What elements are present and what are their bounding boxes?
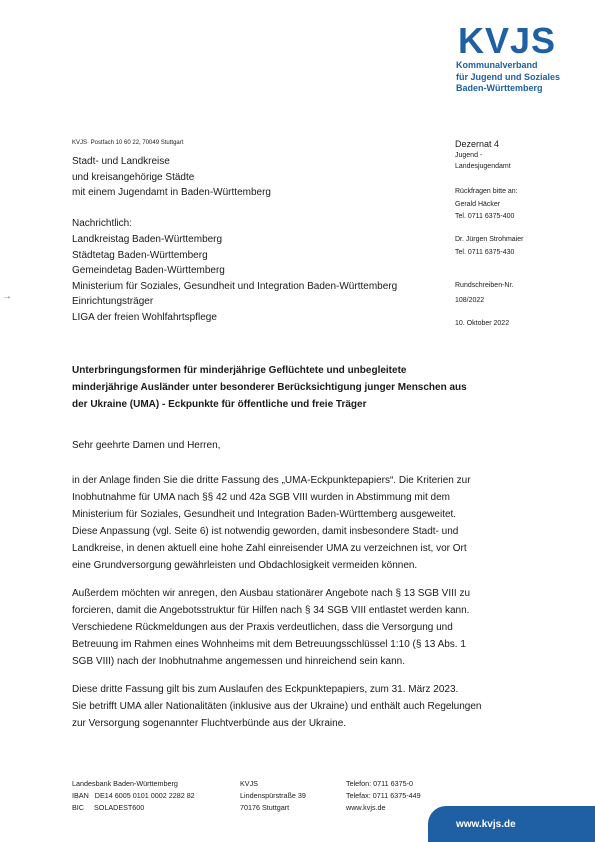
footer-phone bbox=[346, 778, 421, 814]
body-paragraph bbox=[72, 585, 532, 670]
salutation: Sehr geehrte Damen und Herren, bbox=[72, 440, 221, 451]
org-line: Kommunalverband bbox=[456, 60, 538, 70]
contact-block bbox=[455, 186, 518, 224]
paragraph-line: zur Versorgung sogenannter Fluchtverbünde aus der Ukraine. bbox=[72, 718, 347, 729]
body-paragraph bbox=[72, 681, 532, 732]
footer-line: Telefon: 0711 6375-0 bbox=[346, 779, 414, 788]
paragraph-line: Inobhutnahme für UMA nach §§ 42 und 42a SGB VIII wurden in Abstimmung mit dem bbox=[72, 492, 450, 503]
website-banner-text: www.kvjs.de bbox=[456, 819, 516, 830]
cc-line: Landkreistag Baden-Württemberg bbox=[72, 233, 223, 245]
dept-line: Landesjugendamt bbox=[455, 163, 511, 170]
paragraph-line: SGB VIII) nach der Inobhutnahme angemessen und hinreichend sein kann. bbox=[72, 656, 405, 667]
body-paragraph bbox=[72, 472, 532, 574]
contact-line: Gerald Häcker bbox=[455, 200, 501, 208]
cc-line: Städtetag Baden-Württemberg bbox=[72, 249, 208, 261]
contact-line: Tel. 0711 6375-400 bbox=[455, 213, 515, 220]
letter-date: 10. Oktober 2022 bbox=[455, 320, 510, 327]
paragraph-line: Verschiedene Rückmeldungen aus der Praxis verdeutlichen, dass die Versorgung und bbox=[72, 622, 453, 633]
recipient-line: Stadt- und Landkreise bbox=[72, 156, 170, 167]
circular-number-block bbox=[455, 278, 513, 308]
footer-line: 70176 Stuttgart bbox=[240, 803, 290, 812]
org-line: Baden-Württemberg bbox=[456, 83, 543, 93]
contact-block-2 bbox=[455, 234, 523, 259]
subject-heading: Unterbringungsformen für minderjährige Geflüchtete und unbegleitete minderjährige Ausländer unter besonderer Berücksichtigung junger Menschen aus der Ukraine (UMA) - Eckpunkte für öffentliche und freie Träger bbox=[72, 365, 467, 410]
paragraph-line: Landkreise, in denen aktuell eine hohe Zahl einreisender UMA zu verzeichnen ist, vor Ort bbox=[72, 543, 467, 554]
footer-line: BIC SOLADEST600 bbox=[72, 803, 145, 812]
footer-line: IBAN DE14 6005 0101 0002 2282 82 bbox=[72, 791, 195, 800]
paragraph-line: Ministerium für Soziales, Gesundheit und Integration Baden-Württemberg ausgeweitet. bbox=[72, 509, 457, 520]
dept-line: Dezernat 4 bbox=[455, 139, 500, 149]
footer-line: Telefax: 0711 6375-449 bbox=[346, 791, 421, 800]
footer-address bbox=[240, 778, 306, 814]
website-banner[interactable] bbox=[428, 806, 595, 842]
paragraph-line: eine Grundversorgung gewährleisten und Obdachlosigkeit vermeiden können. bbox=[72, 560, 418, 571]
paragraph-line: in der Anlage finden Sie die dritte Fassung des „UMA-Eckpunktepapiers“. Die Kriterien zur bbox=[72, 475, 471, 486]
cc-line: Gemeindetag Baden-Württemberg bbox=[72, 265, 225, 277]
fold-mark-arrow: → bbox=[2, 291, 12, 302]
footer-line: KVJS bbox=[240, 779, 258, 788]
recipient-line: und kreisangehörige Städte bbox=[72, 171, 195, 183]
cc-line: LIGA der freien Wohlfahrtspflege bbox=[72, 311, 217, 323]
paragraph-line: Außerdem möchten wir anregen, den Ausbau stationärer Angebote nach § 13 SGB VIII zu bbox=[72, 588, 471, 599]
circular-label: Rundschreiben-Nr. bbox=[455, 282, 514, 289]
cc-line: Ministerium für Soziales, Gesundheit und Integration Baden-Württemberg bbox=[72, 280, 398, 292]
org-line: für Jugend und Soziales bbox=[456, 71, 561, 82]
cc-line: Einrichtungsträger bbox=[72, 296, 154, 308]
paragraph-line: Diese Anpassung (vgl. Seite 6) ist notwendig geworden, damit insbesondere Stadt- und bbox=[72, 526, 459, 537]
contact-line: Tel. 0711 6375-430 bbox=[455, 248, 515, 256]
footer-line: Lindenspürstraße 39 bbox=[240, 791, 306, 800]
logo-text: KVJS bbox=[458, 22, 557, 58]
footer-website-link[interactable]: www.kvjs.de bbox=[346, 803, 386, 812]
dept-line: Jugend - bbox=[455, 152, 483, 159]
footer-line: Landesbank Baden-Württemberg bbox=[72, 779, 178, 788]
recipient-line: mit einem Jugendamt in Baden-Württemberg bbox=[72, 187, 271, 199]
paragraph-line: forcieren, damit die Angebotsstruktur für Hilfen nach § 34 SGB VIII entlastet werden kann. bbox=[72, 605, 470, 616]
sender-line: KVJS· Postfach 10 60 22, 70049 Stuttgart bbox=[72, 140, 184, 146]
contact-line: Dr. Jürgen Strohmaier bbox=[455, 236, 524, 243]
contact-line: Rückfragen bitte an: bbox=[455, 188, 518, 195]
department-block bbox=[455, 139, 511, 172]
paragraph-line: Betreuung im Rahmen eines Wohnheims mit dem Betreuungsschlüssel 1:10 (§ 13 Abs. 1 bbox=[72, 639, 466, 650]
footer-bank bbox=[72, 778, 195, 814]
circular-number: 108/2022 bbox=[455, 297, 485, 304]
paragraph-line: Sie betrifft UMA aller Nationalitäten (inklusive aus der Ukraine) und enthält auch Regelungen bbox=[72, 701, 482, 712]
kvjs-logo bbox=[458, 22, 568, 58]
cc-label: Nachrichtlich: bbox=[72, 218, 133, 230]
recipient-block bbox=[72, 154, 397, 326]
organization-name bbox=[456, 60, 560, 95]
paragraph-line: Diese dritte Fassung gilt bis zum Auslaufen des Eckpunktepapiers, zum 31. März 2023. bbox=[72, 684, 459, 695]
